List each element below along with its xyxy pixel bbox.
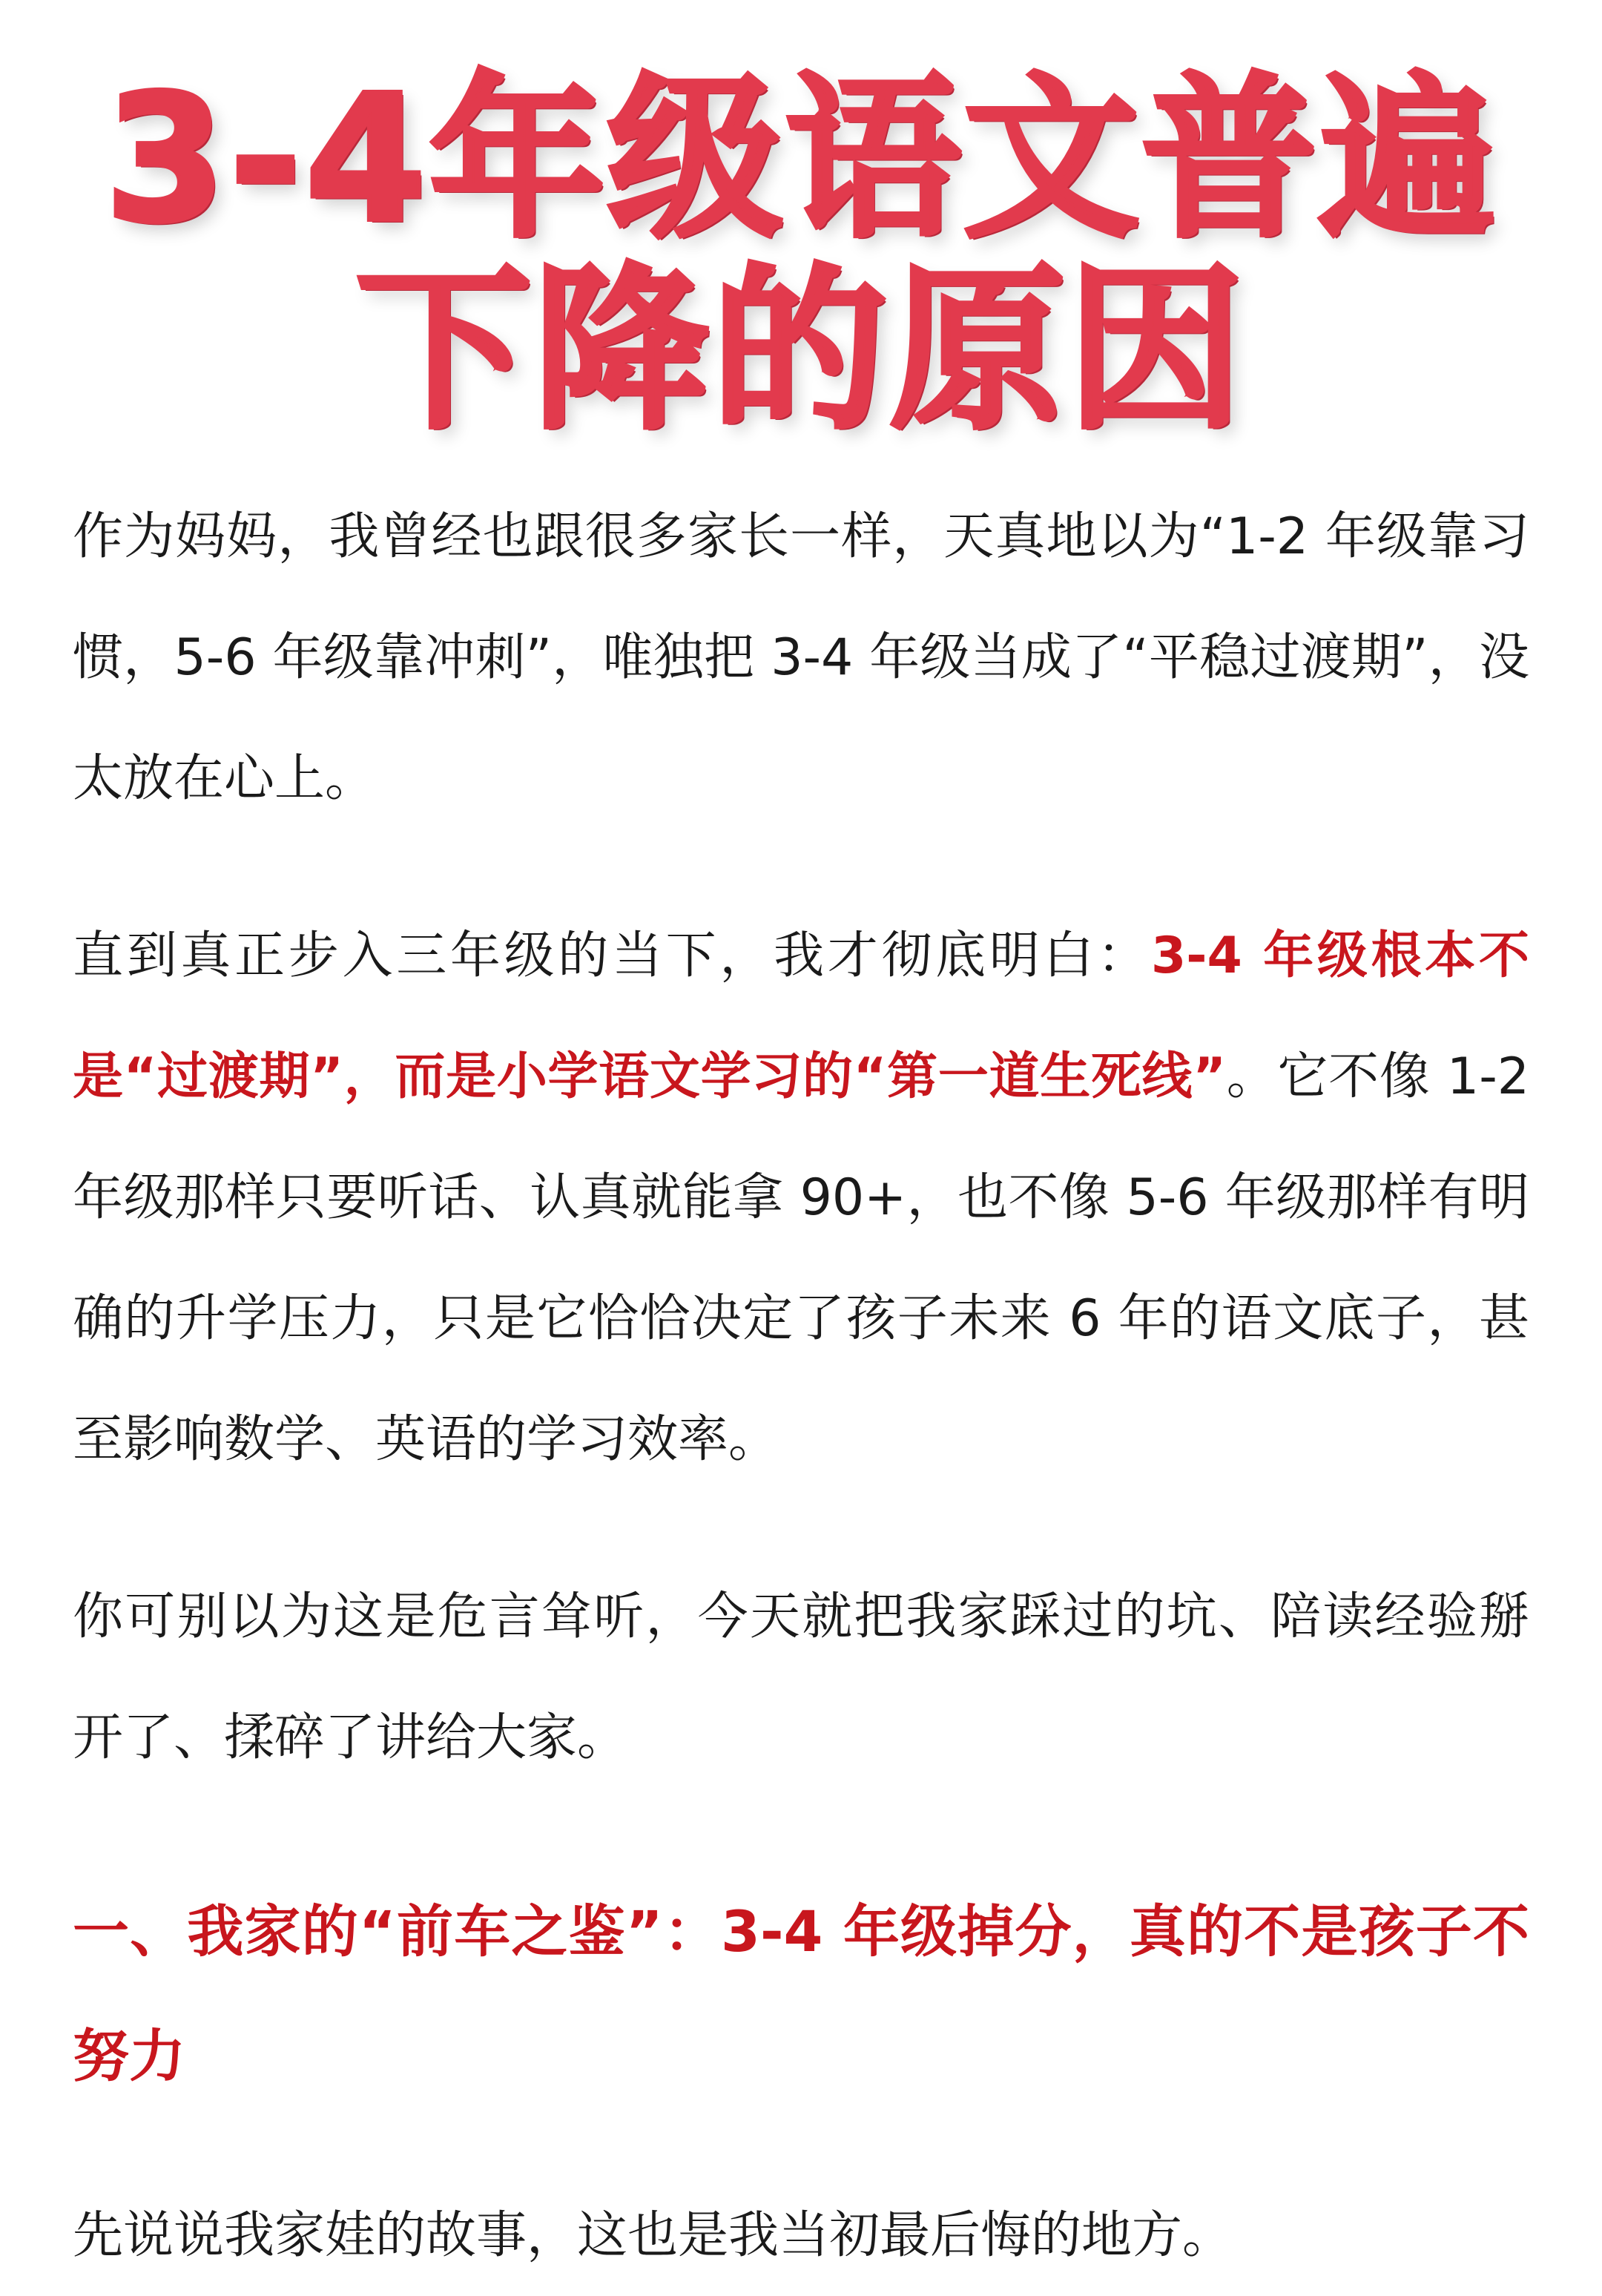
title-line-1: 3-4年级语文普遍 — [104, 57, 1498, 261]
realization-highlight: 3-4 年级根本不是“过渡期”，而是小学语文学习的“第一道生死线” — [73, 927, 1529, 1106]
story-paragraph: 先说说我家娃的故事，这也是我当初最后悔的地方。 — [73, 2206, 1233, 2265]
article-title — [73, 0, 1529, 453]
section-1-heading: 一、我家的“前车之鉴”：3-4 年级掉分，真的不是孩子不努力 — [73, 1898, 1529, 2089]
realization-tail: 。它不像 1-2 年级那样只要听话、认真就能拿 90+，也不像 5-6 年级那样有明确的升学压力，只是它恰恰决定了孩子未来 6 年的语文底子，甚至影响数学、英语的学习效率。 — [73, 1047, 1529, 1469]
realization-lead: 直到真正步入三年级的当下，我才彻底明白： — [73, 927, 1151, 985]
title-line-2: 下降的原因 — [355, 249, 1246, 453]
promise-paragraph: 你可别以为这是危言耸听，今天就把我家踩过的坑、陪读经验掰开了、揉碎了讲给大家。 — [73, 1588, 1529, 1767]
realization-paragraph — [73, 895, 1529, 1500]
intro-paragraph: 作为妈妈，我曾经也跟很多家长一样，天真地以为“1-2 年级靠习惯，5-6 年级靠冲刺”，唯独把 3-4 年级当成了“平稳过渡期”，没太放在心上。 — [73, 507, 1529, 808]
